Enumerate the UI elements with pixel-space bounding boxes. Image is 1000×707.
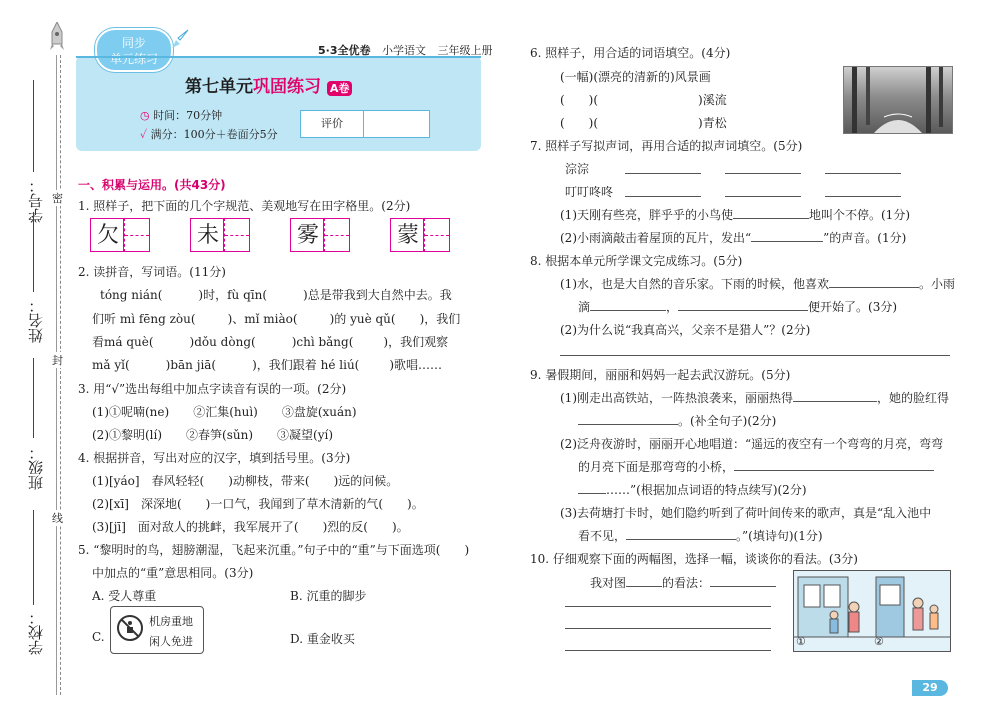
tag-top: 同步 bbox=[121, 36, 146, 50]
q7-blank[interactable] bbox=[625, 173, 701, 174]
q4-row-1[interactable]: (1)[yáo] 春风轻轻( )动柳枝，带来( )远的问候。 bbox=[92, 474, 399, 488]
student-no-field[interactable] bbox=[33, 80, 34, 172]
class-label: 班级： bbox=[27, 445, 45, 490]
sample-char-cell: 蒙 bbox=[390, 218, 424, 252]
line-mark: 线 bbox=[52, 512, 63, 525]
q7-prompt: 7. 照样子写拟声词，再用合适的拟声词填空。(5分) bbox=[530, 139, 803, 153]
answer-blank[interactable] bbox=[793, 389, 877, 402]
q7-sentence-1: (1)天刚有些亮，胖乎乎的小鸟使 地叫个不停。(1分) bbox=[560, 208, 910, 222]
scene-2-number: ② bbox=[874, 635, 884, 648]
name-label: 姓名： bbox=[27, 298, 45, 343]
option-a[interactable]: A. 受人尊重 bbox=[92, 589, 157, 603]
empty-char-cell[interactable] bbox=[224, 218, 250, 252]
sample-char-cell: 雾 bbox=[290, 218, 324, 252]
q7-blank[interactable] bbox=[725, 196, 801, 197]
subject-name: 小学语文 bbox=[382, 44, 426, 57]
q6-row-2[interactable]: ( )( )青松 bbox=[560, 116, 727, 130]
answer-blank[interactable] bbox=[590, 298, 666, 311]
answer-blank[interactable] bbox=[626, 527, 736, 540]
unit-tag bbox=[95, 28, 173, 72]
school-label: 学校： bbox=[27, 610, 45, 655]
title-part-b: 巩固练习 bbox=[253, 77, 321, 97]
q7-word-2: 叮叮咚咚 bbox=[565, 185, 614, 199]
sign-text-line-2: 闲人免进 bbox=[149, 635, 193, 648]
q7-blank[interactable] bbox=[825, 196, 901, 197]
q2-line-4: mǎ yǐ( )bān jiā( )，我们跟着 hé liú( )歌唱…… bbox=[92, 358, 443, 372]
q8-sentence-1-cont: 滴 ， 便开始了。(3分) bbox=[578, 300, 898, 314]
option-b[interactable]: B. 沉重的脚步 bbox=[290, 589, 367, 603]
q7-blank[interactable] bbox=[825, 173, 901, 174]
binding-line bbox=[56, 55, 57, 695]
no-entry-icon bbox=[117, 615, 143, 641]
q5-prompt-line-1: 5. “黎明时的鸟，翅膀潮湿，飞起来沉重。”句子中的“重”与下面选项( ) bbox=[78, 543, 470, 557]
q2-line-3: 看má què( )dǒu dòng( )chì bǎng( )，我们观察 bbox=[92, 335, 449, 349]
check-circle-icon: ✓ bbox=[140, 128, 151, 141]
q9-sentence-2: (2)泛舟夜游时，丽丽开心地唱道：“遥远的夜空有一个弯弯的月亮，弯弯 bbox=[560, 437, 944, 451]
q8-answer-line[interactable] bbox=[560, 355, 950, 356]
series-name: 5·3全优卷 bbox=[318, 44, 371, 57]
evaluation-label: 评价 bbox=[301, 111, 364, 137]
q9-sentence-2-end: ……”(根据加点词语的特点续写)(2分) bbox=[578, 481, 807, 498]
seal-mark: 密 bbox=[52, 192, 63, 205]
evaluation-box[interactable] bbox=[300, 110, 430, 138]
scene-2 bbox=[872, 571, 950, 651]
clock-icon: ◷ bbox=[140, 109, 154, 122]
subway-illustration bbox=[793, 570, 951, 652]
q3-row-2[interactable]: (2)①黎明(lí) ②春笋(sǔn) ③凝望(yí) bbox=[92, 428, 333, 442]
option-c[interactable]: C. bbox=[92, 630, 105, 644]
q6-example: (一幅)(漂亮的清新的)风景画 bbox=[560, 70, 711, 84]
option-d[interactable]: D. 重金收买 bbox=[290, 632, 355, 646]
score-info: ✓ 满分：100分＋卷面分5分 bbox=[140, 128, 278, 141]
header-divider bbox=[76, 56, 481, 58]
rocket-icon bbox=[170, 28, 190, 54]
q8-sentence-2: (2)为什么说“我真高兴，父亲不是猎人”？(2分) bbox=[560, 323, 811, 337]
q10-answer-line[interactable] bbox=[565, 606, 771, 607]
q1-prompt: 1. 照样子，把下面的几个字规范、美观地写在田字格里。(2分) bbox=[78, 199, 411, 213]
section-heading: 一、积累与运用。(共43分) bbox=[78, 178, 226, 192]
answer-blank[interactable] bbox=[733, 206, 809, 219]
student-no-label: 学号： bbox=[27, 178, 45, 223]
sign-text-line-1: 机房重地 bbox=[149, 615, 193, 628]
q5-prompt-line-2: 中加点的“重”意思相同。(3分) bbox=[92, 566, 254, 580]
empty-char-cell[interactable] bbox=[324, 218, 350, 252]
binding-strip bbox=[0, 0, 70, 707]
page-number-badge bbox=[912, 680, 948, 696]
sample-char-cell: 未 bbox=[190, 218, 224, 252]
q7-blank[interactable] bbox=[625, 196, 701, 197]
q4-prompt: 4. 根据拼音，写出对应的汉字，填到括号里。(3分) bbox=[78, 451, 351, 465]
rocket-icon bbox=[50, 22, 64, 56]
q10-opinion-lead: 我对图 的看法： bbox=[590, 574, 776, 591]
school-field[interactable] bbox=[33, 510, 34, 605]
tag-bottom: 单元练习 bbox=[109, 52, 158, 66]
answer-blank[interactable] bbox=[678, 298, 808, 311]
answer-blank[interactable] bbox=[578, 412, 678, 425]
q6-prompt: 6. 照样子，用合适的词语填空。(4分) bbox=[530, 46, 731, 60]
q3-row-1[interactable]: (1)①呢喃(ne) ②汇集(huì) ③盘旋(xuán) bbox=[92, 405, 357, 419]
time-info: ◷ 时间：70分钟 bbox=[140, 109, 223, 122]
answer-blank[interactable] bbox=[578, 481, 606, 494]
q7-sentence-2: (2)小雨滴敲击着屋顶的瓦片，发出“ ”的声音。(1分) bbox=[560, 231, 907, 245]
binding-dash-line bbox=[60, 55, 61, 695]
sample-char-cell: 欠 bbox=[90, 218, 124, 252]
page-title bbox=[185, 72, 352, 97]
empty-char-cell[interactable] bbox=[124, 218, 150, 252]
answer-blank[interactable] bbox=[751, 229, 823, 242]
q2-prompt: 2. 读拼音，写词语。(11分) bbox=[78, 265, 226, 279]
scene-1 bbox=[794, 571, 873, 651]
q10-answer-line[interactable] bbox=[565, 650, 771, 651]
forest-stream-photo bbox=[843, 66, 953, 134]
grade-name: 三年级上册 bbox=[437, 44, 493, 57]
q9-sentence-2-cont: 的月亮下面是那弯弯的小桥， bbox=[578, 458, 934, 475]
feng-mark: 封 bbox=[52, 354, 63, 367]
name-field[interactable] bbox=[33, 212, 34, 292]
q3-prompt: 3. 用“√”选出每组中加点字读音有误的一项。(2分) bbox=[78, 382, 347, 396]
q4-row-3[interactable]: (3)[jī] 面对敌人的挑衅，我军展开了( )烈的反( )。 bbox=[92, 520, 409, 534]
q9-prompt: 9. 暑假期间，丽丽和妈妈一起去武汉游玩。(5分) bbox=[530, 368, 791, 382]
q7-word-1: 淙淙 bbox=[565, 162, 590, 176]
title-part-a: 第七单元 bbox=[185, 77, 253, 97]
sign-image bbox=[110, 606, 204, 654]
q4-row-2[interactable]: (2)[xī] 深深地( )一口气，我闻到了草木清新的气( )。 bbox=[92, 497, 424, 511]
q7-blank[interactable] bbox=[725, 173, 801, 174]
q8-sentence-1: (1)水，也是大自然的音乐家。下雨的时候，他喜欢 。小雨 bbox=[560, 277, 956, 291]
q9-sentence-1: (1)刚走出高铁站，一阵热浪袭来，丽丽热得 ，她的脸红得 bbox=[560, 391, 950, 405]
empty-char-cell[interactable] bbox=[424, 218, 450, 252]
version-badge: A卷 bbox=[327, 81, 353, 96]
q10-answer-line[interactable] bbox=[565, 628, 771, 629]
q6-row-1[interactable]: ( )( )溪流 bbox=[560, 93, 727, 107]
answer-blank[interactable] bbox=[710, 574, 776, 587]
q2-line-1: tóng nián( )时，fù qīn( )总是带我到大自然中去。我 bbox=[100, 288, 452, 302]
q8-prompt: 8. 根据本单元所学课文完成练习。(5分) bbox=[530, 254, 743, 268]
q9-sentence-3-cont: 看不见， 。”(填诗句)(1分) bbox=[578, 529, 823, 543]
q9-sentence-1-cont: 。(补全句子)(2分) bbox=[578, 412, 776, 429]
answer-blank[interactable] bbox=[734, 458, 934, 471]
scene-1-number: ① bbox=[796, 635, 806, 648]
q9-sentence-3: (3)去荷塘打卡时，她们隐约听到了荷叶间传来的歌声，真是“乱入池中 bbox=[560, 506, 932, 520]
q10-prompt: 10. 仔细观察下面的两幅图，选择一幅，谈谈你的看法。(3分) bbox=[530, 552, 858, 566]
q2-line-2: 们听 mì fēng zòu( )、mǐ miào( )的 yuè qǔ( )，我们 bbox=[92, 312, 461, 326]
page-number: 29 bbox=[922, 681, 938, 694]
class-field[interactable] bbox=[33, 358, 34, 438]
answer-blank[interactable] bbox=[829, 275, 919, 288]
answer-blank[interactable] bbox=[626, 574, 662, 587]
